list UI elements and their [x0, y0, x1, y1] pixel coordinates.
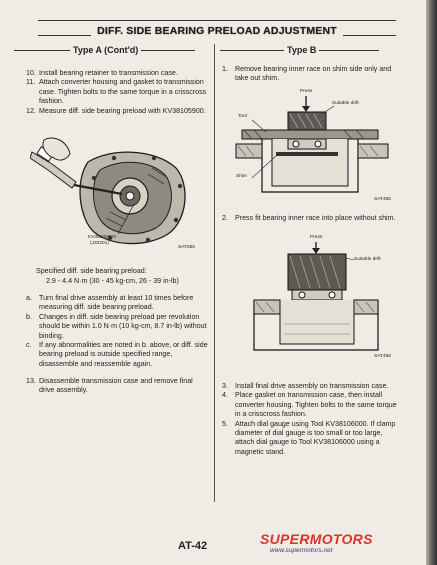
- figure-code: SAT665: [178, 245, 195, 250]
- list-item: [26, 69, 208, 78]
- column-divider: [214, 44, 215, 502]
- shim-label: Shim: [236, 174, 247, 179]
- left-heading-text: Type A (Cont'd): [73, 45, 139, 55]
- step-number: a.: [26, 294, 32, 302]
- step-number: 11.: [26, 78, 36, 87]
- step-text: If any abnormalities are noted in b. above, or diff. side bearing preload is outside specified range, disassemble and reassemble again.: [39, 341, 208, 368]
- left-substeps: [26, 294, 210, 369]
- step-text: Disassemble transmission case and remove final drive assembly.: [39, 377, 193, 395]
- step-text: Place gasket on transmission case, then install converter housing. Tighten bolts to the same torque in a crisscross fashion.: [235, 391, 397, 419]
- tool-label: Tool: [238, 114, 247, 119]
- step-text: Attach converter housing and gasket to transmission case. Tighten bolts to the same torque in a crisscross fashion.: [39, 78, 207, 106]
- remove-inner-race-figure: [232, 88, 400, 206]
- list-item: [26, 313, 210, 341]
- tool-alt-number-label: (J33201): [90, 241, 109, 246]
- right-column-heading: [220, 44, 379, 56]
- press-label: Press: [300, 89, 313, 94]
- step-text: Install bearing retainer to transmission case.: [39, 69, 178, 77]
- right-heading-text: Type B: [287, 45, 317, 55]
- press-fit-race-figure: [232, 234, 400, 364]
- press-drift-illustration: [232, 234, 400, 364]
- drift-label: Suitable drift: [332, 101, 359, 106]
- heading-rule: [220, 50, 284, 51]
- list-item: [222, 65, 400, 84]
- step-text: Install final drive assembly on transmission case.: [235, 382, 389, 390]
- step-number: 12.: [26, 106, 36, 115]
- step-number: 10.: [26, 69, 36, 77]
- step-number: 4.: [222, 391, 228, 400]
- list-item: [222, 214, 400, 223]
- press-tool-illustration: [232, 88, 400, 206]
- spec-label: Specified diff. side bearing preload:: [36, 267, 147, 275]
- watermark-url: www.supermotors.net: [270, 547, 333, 554]
- heading-rule: [319, 50, 379, 51]
- page-number: AT-42: [178, 540, 208, 552]
- step-number: 3.: [222, 382, 228, 390]
- right-step-1: [222, 65, 400, 84]
- step-text: Attach dial gauge using Tool KV38106000. If clamp diameter of dial gauge is too small or too large, attach dial gauge to Tool KV38106000 using a magnetic stand.: [235, 419, 396, 456]
- tool-number-label: KV38105900: [88, 235, 116, 240]
- list-item: [222, 382, 402, 391]
- right-steps-bottom: [222, 382, 402, 457]
- step-text: Press fit bearing inner race into place without shim.: [235, 214, 396, 222]
- list-item: [26, 107, 208, 116]
- step-text: Measure diff. side bearing preload with KV38105900.: [39, 106, 206, 115]
- step-text: Changes in diff. side bearing preload per revolution should be within 1.0 N·m (10 kg-cm, 8.7 in-lb) without binding.: [39, 312, 207, 340]
- figure-code: SAT455: [374, 197, 391, 202]
- step-number: c.: [26, 341, 32, 350]
- drift-label: Suitable drift: [354, 257, 381, 262]
- list-item: [222, 391, 402, 419]
- list-item: [26, 294, 210, 313]
- step-number: 1.: [222, 65, 228, 73]
- heading-rule: [141, 50, 195, 51]
- press-label: Press: [310, 235, 323, 240]
- site-watermark: [258, 531, 416, 557]
- section-header: [38, 20, 396, 36]
- step-number: 13.: [26, 377, 36, 385]
- right-step-2: [222, 214, 400, 223]
- binding-edge-shadow: [426, 0, 437, 565]
- section-title: DIFF. SIDE BEARING PRELOAD ADJUSTMENT: [91, 24, 343, 38]
- spec-value: 2.9 - 4.4 N·m (30 - 45 kg-cm, 26 - 39 in-lb): [46, 276, 179, 285]
- preload-measure-figure: [30, 134, 206, 254]
- step-number: b.: [26, 312, 32, 321]
- transaxle-illustration: [30, 134, 206, 254]
- heading-rule: [14, 50, 70, 51]
- left-step-13: [26, 377, 210, 396]
- left-steps-top: [26, 69, 208, 116]
- step-text: Remove bearing inner race on shim side only and take out shim.: [235, 65, 392, 83]
- preload-spec: [36, 267, 210, 286]
- list-item: [26, 377, 210, 396]
- watermark-logo: SUPERMOTORS: [260, 531, 373, 547]
- step-number: 5.: [222, 419, 228, 428]
- list-item: [222, 420, 402, 458]
- list-item: [26, 341, 210, 369]
- list-item: [26, 78, 208, 106]
- step-text: Turn final drive assembly at least 10 times before measuring diff. side bearing preload.: [39, 294, 194, 312]
- left-column-heading: [14, 44, 195, 56]
- figure-code: SAT456: [374, 354, 391, 359]
- step-number: 2.: [222, 214, 228, 222]
